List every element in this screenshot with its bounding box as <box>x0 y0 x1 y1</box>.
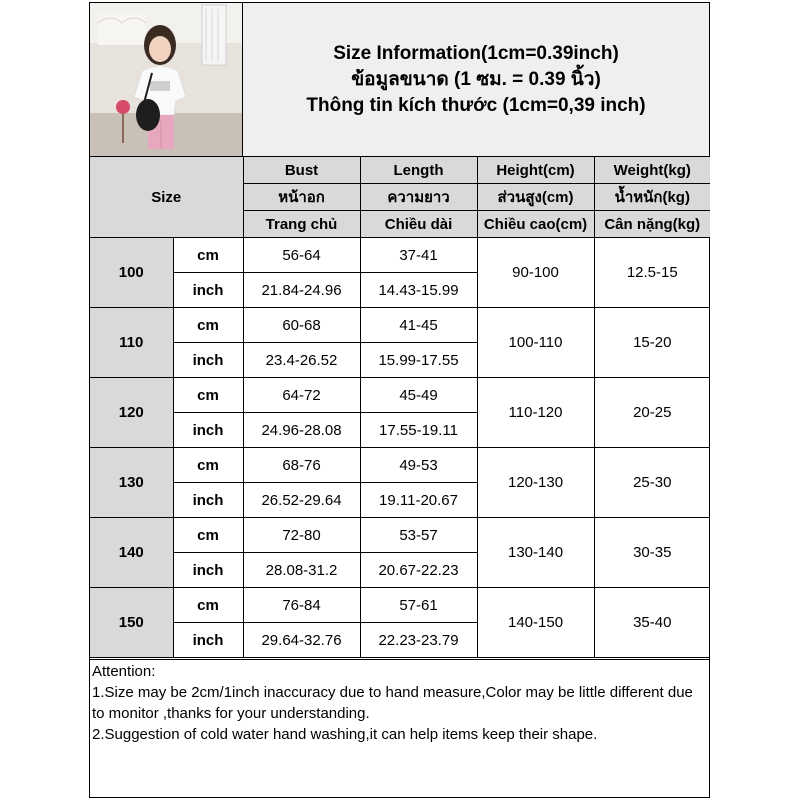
unit-cm: cm <box>173 308 243 343</box>
size-label: 120 <box>90 378 173 448</box>
size-label: 130 <box>90 448 173 518</box>
length-inch: 15.99-17.55 <box>360 343 477 378</box>
size-info-header <box>243 3 709 157</box>
column-header-weight: Weight(kg) <box>594 157 710 184</box>
unit-cm: cm <box>173 518 243 553</box>
unit-inch: inch <box>173 273 243 308</box>
length-cm: 49-53 <box>360 448 477 483</box>
column-header-bust-vietnamese: Trang chủ <box>243 211 360 238</box>
header-title-vietnamese: Thông tin kích thước (1cm=0,39 inch) <box>306 94 646 116</box>
size-label: 100 <box>90 238 173 308</box>
unit-cm: cm <box>173 378 243 413</box>
height-value: 110-120 <box>477 378 594 448</box>
bust-inch: 26.52-29.64 <box>243 483 360 518</box>
weight-value: 30-35 <box>594 518 710 588</box>
bust-cm: 72-80 <box>243 518 360 553</box>
column-header-weight-vietnamese: Cân nặng(kg) <box>594 211 710 238</box>
unit-cm: cm <box>173 238 243 273</box>
unit-cm: cm <box>173 588 243 623</box>
table-row <box>90 588 710 623</box>
table-row <box>90 378 710 413</box>
height-value: 120-130 <box>477 448 594 518</box>
height-value: 130-140 <box>477 518 594 588</box>
size-label: 150 <box>90 588 173 658</box>
column-header-length: Length <box>360 157 477 184</box>
bust-inch: 23.4-26.52 <box>243 343 360 378</box>
unit-inch: inch <box>173 483 243 518</box>
size-label: 140 <box>90 518 173 588</box>
product-photo <box>90 3 243 157</box>
length-cm: 41-45 <box>360 308 477 343</box>
bust-inch: 28.08-31.2 <box>243 553 360 588</box>
weight-value: 20-25 <box>594 378 710 448</box>
column-header-bust: Bust <box>243 157 360 184</box>
length-inch: 14.43-15.99 <box>360 273 477 308</box>
weight-value: 25-30 <box>594 448 710 518</box>
bust-cm: 68-76 <box>243 448 360 483</box>
length-inch: 19.11-20.67 <box>360 483 477 518</box>
table-row <box>90 448 710 483</box>
attention-title: Attention: <box>92 663 156 680</box>
size-table <box>90 157 710 658</box>
bust-cm: 60-68 <box>243 308 360 343</box>
height-value: 100-110 <box>477 308 594 378</box>
bust-inch: 24.96-28.08 <box>243 413 360 448</box>
bust-inch: 29.64-32.76 <box>243 623 360 658</box>
column-header-length-thai: ความยาว <box>360 184 477 211</box>
bust-cm: 76-84 <box>243 588 360 623</box>
weight-value: 15-20 <box>594 308 710 378</box>
size-label: 110 <box>90 308 173 378</box>
attention-note-1: 1.Size may be 2cm/1inch inaccuracy due to hand measure,Color may be little different due to monitor ,thanks for your understanding. <box>92 684 698 722</box>
bust-cm: 56-64 <box>243 238 360 273</box>
column-header-length-vietnamese: Chiều dài <box>360 211 477 238</box>
column-header-height-thai: ส่วนสูง(cm) <box>477 184 594 211</box>
unit-inch: inch <box>173 553 243 588</box>
child-photo-icon <box>90 3 243 157</box>
unit-inch: inch <box>173 343 243 378</box>
attention-notes <box>90 659 709 797</box>
weight-value: 35-40 <box>594 588 710 658</box>
bust-inch: 21.84-24.96 <box>243 273 360 308</box>
column-header-height-vietnamese: Chiều cao(cm) <box>477 211 594 238</box>
length-inch: 20.67-22.23 <box>360 553 477 588</box>
table-row <box>90 238 710 273</box>
length-cm: 57-61 <box>360 588 477 623</box>
header-title-thai: ข้อมูลขนาด (1 ซม. = 0.39 นิ้ว) <box>351 68 601 90</box>
height-value: 90-100 <box>477 238 594 308</box>
length-cm: 53-57 <box>360 518 477 553</box>
unit-inch: inch <box>173 623 243 658</box>
table-row <box>90 518 710 553</box>
unit-cm: cm <box>173 448 243 483</box>
length-cm: 37-41 <box>360 238 477 273</box>
column-header-bust-thai: หน้าอก <box>243 184 360 211</box>
unit-inch: inch <box>173 413 243 448</box>
height-value: 140-150 <box>477 588 594 658</box>
header-title-english: Size Information(1cm=0.39inch) <box>333 42 619 64</box>
column-header-height: Height(cm) <box>477 157 594 184</box>
weight-value: 12.5-15 <box>594 238 710 308</box>
size-chart <box>89 2 710 798</box>
attention-note-2: 2.Suggestion of cold water hand washing,it can help items keep their shape. <box>92 726 598 743</box>
bust-cm: 64-72 <box>243 378 360 413</box>
header-row-english <box>90 157 710 184</box>
column-header-weight-thai: น้ำหนัก(kg) <box>594 184 710 211</box>
size-column-title: Size <box>90 157 243 238</box>
length-cm: 45-49 <box>360 378 477 413</box>
table-row <box>90 308 710 343</box>
length-inch: 22.23-23.79 <box>360 623 477 658</box>
length-inch: 17.55-19.11 <box>360 413 477 448</box>
